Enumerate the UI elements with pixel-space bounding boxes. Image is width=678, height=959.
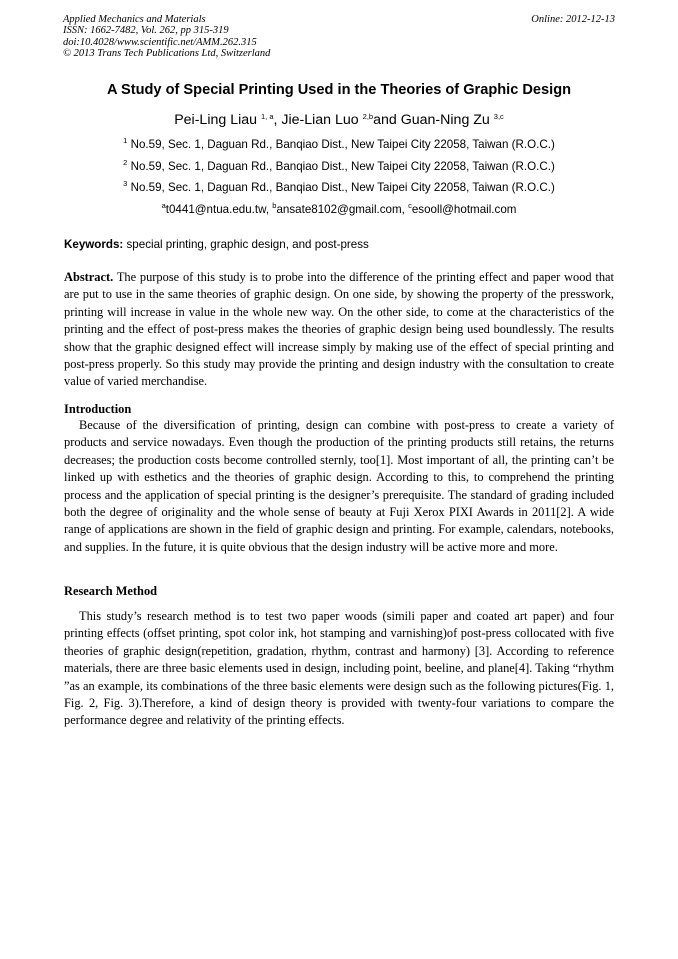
author-name: Pei-Ling Liau xyxy=(174,112,258,128)
introduction-body: Because of the diversification of printing, design can combine with post-press to create a variety of products and service nowadays. Even though the production of the printing products still retains, the returns decreases; the production costs become controlled sternly, too[1]. Most important of all, the printing can’t be linked up with esthetics and the theories of graphic design. According to this, to comprehend the printing process and the application of special printing is the designer’s prerequisite. The standard of grading included both the degree of originality and the whole sense of beauty at Fuji Xerox PIXI Awards in 2011[2]. A wide range of applications are shown in the field of graphic design and printing. For example, calendars, notebooks, and supplies. In the future, it is quite obvious that the design industry will be active more and more. xyxy=(64,418,614,554)
author-superscript: 2,b xyxy=(362,112,374,121)
doi-line: doi:10.4028/www.scientific.net/AMM.262.315 xyxy=(63,36,257,48)
affiliation-superscript: 1 xyxy=(123,136,128,145)
affiliation-superscript: 3 xyxy=(123,179,128,188)
affiliation xyxy=(0,181,678,194)
abstract xyxy=(64,269,614,391)
email-line xyxy=(0,203,678,216)
author-list xyxy=(0,112,678,128)
email-address: esooll@hotmail.com xyxy=(411,203,517,216)
author-name: Guan-Ning Zu xyxy=(400,112,490,128)
author-separator: and xyxy=(373,112,401,128)
author-superscript: 1, a xyxy=(260,112,274,121)
author-name: Jie-Lian Luo xyxy=(281,112,359,128)
email-superscript: a xyxy=(161,201,166,210)
affiliation xyxy=(0,138,678,151)
affiliation-text: No.59, Sec. 1, Daguan Rd., Banqiao Dist., New Taipei City 22058, Taiwan (R.O.C.) xyxy=(130,181,555,194)
copyright-line: © 2013 Trans Tech Publications Ltd, Switzerland xyxy=(63,48,271,60)
affiliation xyxy=(0,160,678,173)
introduction-heading: Introduction xyxy=(64,402,132,416)
journal-header xyxy=(63,14,270,60)
abstract-text: The purpose of this study is to probe into the difference of the printing effect and paper wood that are put to use in the same theories of graphic design. On one side, by showing the property of the presswork, printing will increase in value in the whole new way. On the other side, to come at the characteristics of the printing and the effect of post-press makes the theories of graphic design being used boundlessly. The results show that the graphic designed effect will increase simply by making use of the effect of special printing and post-press properly. So this study may provide the printing and design industry with the consultation to create value of varied merchandise. xyxy=(64,270,614,389)
research-method-heading: Research Method xyxy=(64,584,158,598)
research-method-body: This study’s research method is to test two paper woods (simili paper and coated art paper) and four printing effects (offset printing, spot color ink, hot stamping and varnishing)of post-press collocated with five theories of graphic design(repetition, gradation, rhythm, contrast and harmony) [3]. According to reference materials, there are three basic elements used in design, including point, beeline, and plane[4]. Taking “rhythm ”as an example, its combinations of the three basic elements were design such as the following pictures(Fig. 1, Fig. 2, Fig. 3).Therefore, a kind of design theory is provided with twenty-four variations to compare the performance degree and relativity of the printing effects. xyxy=(64,609,614,728)
author-separator: , xyxy=(273,112,282,128)
paper-title: A Study of Special Printing Used in the Theories of Graphic Design xyxy=(106,82,572,98)
journal-name: Applied Mechanics and Materials xyxy=(63,14,206,25)
affiliation-superscript: 2 xyxy=(123,158,128,167)
issn-line: ISSN: 1662-7482, Vol. 262, pp 315-319 xyxy=(63,25,229,37)
keywords-text: special printing, graphic design, and post-press xyxy=(123,238,369,251)
keywords-label: Keywords: xyxy=(64,238,124,251)
email-superscript: c xyxy=(408,201,412,210)
keywords xyxy=(64,238,369,251)
online-date: Online: 2012-12-13 xyxy=(531,14,615,25)
email-address: t0441@ntua.edu.tw, xyxy=(165,203,273,216)
author-superscript: 3,c xyxy=(493,112,504,121)
email-superscript: b xyxy=(272,201,277,210)
affiliation-text: No.59, Sec. 1, Daguan Rd., Banqiao Dist., New Taipei City 22058, Taiwan (R.O.C.) xyxy=(130,160,555,173)
abstract-label: Abstract. xyxy=(64,270,114,284)
affiliation-text: No.59, Sec. 1, Daguan Rd., Banqiao Dist., New Taipei City 22058, Taiwan (R.O.C.) xyxy=(130,138,555,151)
email-address: ansate8102@gmail.com, xyxy=(276,203,409,216)
